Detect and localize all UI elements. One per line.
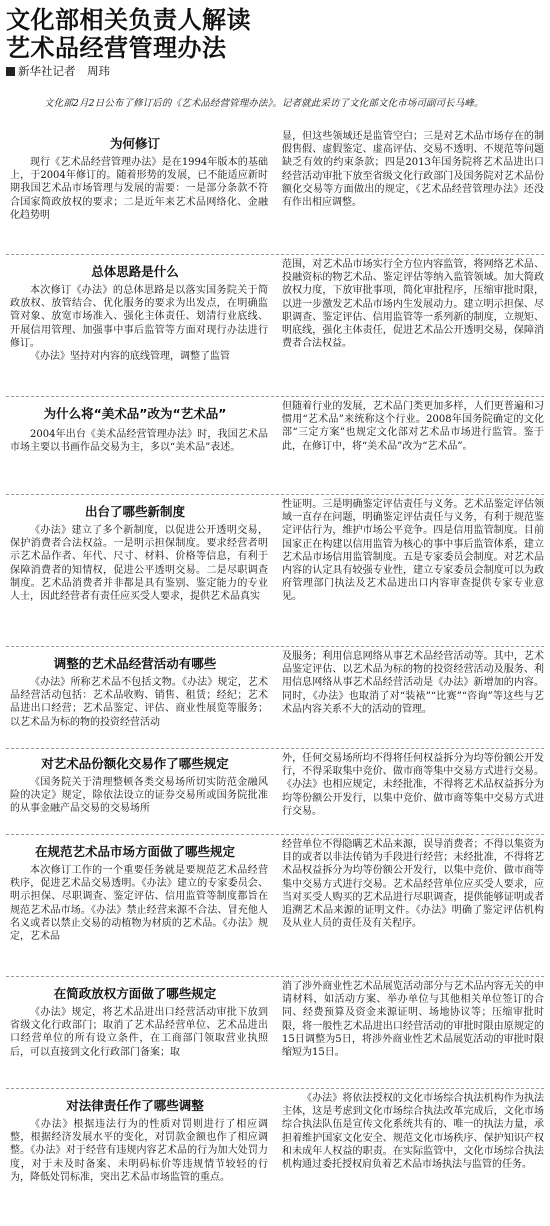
paragraph: 显，但这些领域还是监管空白；三是对艺术品市场存在的制假售假、虚假鉴定、虚高评估、交易不透明、不规范等问题缺乏有效的约束条款；四是2013年国务院将艺术品进出口经营活动审批下放至省级文化行政部门及国务院对艺术品份额化交易等方面做出的规定，《艺术品经营管理办法》还没有作出相应调整。 xyxy=(282,131,544,209)
paragraph: 现行《艺术品经营管理办法》是在1994年版本的基础上，于2004年修订的。随着形势的发展，已不能适应新时期我国艺术品市场管理与发展的需要：一是部分条款不符合国家简政放权的要求；二是近年来艺术品网络化、金融化趋势明 xyxy=(10,157,268,221)
paragraph: 《办法》将依法授权的文化市场综合执法机构作为执法主体，这是考虑到文化市场综合执法改革完成后，文化市场综合执法队伍是宣传文化系统共有的、唯一的执法力量，承担着维护国家文化安全、规范文化市场秩序、保护知识产权和未成年人权益的职责。在实际监管中，文化市场综合执法机构通过委托授权肩负着艺术品市场执法与监管的任务。 xyxy=(282,1093,544,1171)
section-left-column xyxy=(10,428,268,488)
paragraph: 消了涉外商业性艺术品展览活动部分与艺术品内容无关的申请材料，如活动方案、举办单位与其他相关单位签订的合同、经费预算及资金来源证明、场地协议等；压缩审批时限，将一般性艺术品进出口经营活动的审批时限由原规定的15日调整为5日，将涉外商业性艺术品展览活动的审批时限缩短为15日。 xyxy=(282,981,544,1059)
paragraph: 《办法》建立了多个新制度，以促进公开透明交易，保护消费者合法权益。一是明示担保制度。要求经营者明示艺术品作者、年代、尺寸、材料、价格等信息，有利于保障消费者的知情权，促进公平透明交易。二是尽职调查制度。艺术品消费者并非都是具有鉴别、鉴定能力的专业人士，因此经营者有责任应买受人要求，提供艺术品真实 xyxy=(10,525,268,603)
title-line-1: 文化部相关负责人解读 xyxy=(6,6,251,34)
section-heading: 总体思路是什么 xyxy=(91,264,179,279)
section-why-revise xyxy=(0,130,550,258)
section-heading: 在简政放权方面做了哪些规定 xyxy=(53,986,217,1001)
section-right-column xyxy=(282,838,544,972)
byline-text: 新华社记者 周玮 xyxy=(18,64,110,78)
section-heading: 出台了哪些新制度 xyxy=(84,504,185,519)
paragraph: 《办法》根据违法行为的性质对罚则进行了相应调整，根据经济发展水平的变化，对罚款金额也作了相应调整。《办法》对于经营有违规内容艺术品的行为加大处罚力度，对于未及时备案、未明码标价等违规情节较轻的行为，降低处罚标准，突出艺术品市场监管的重点。 xyxy=(10,1119,268,1183)
section-left-column xyxy=(10,284,268,390)
section-heading: 在规范艺术品市场方面做了哪些规定 xyxy=(34,844,235,859)
section-right-column xyxy=(282,130,544,250)
section-right-column xyxy=(282,1092,544,1224)
section-left-column xyxy=(10,676,268,744)
article-title xyxy=(0,0,550,62)
section-streamlining xyxy=(0,980,550,1086)
section-art-vs-fine-art xyxy=(0,400,550,492)
paragraph: 《办法》规定，将艺术品进出口经营活动审批下放到省级文化行政部门；取消了艺术品经营单位、艺术品进出口经营单位的所有设立条件，在工商部门领取营业执照后，可以直接到文化行政部门备案；取 xyxy=(10,1007,268,1058)
paragraph: 《国务院关于清理整顿各类交易场所切实防范金融风险的决定》规定，除依法设立的证券交易所或国务院批准的从事金融产品交易的交易场所 xyxy=(10,777,268,815)
section-right-column xyxy=(282,400,544,488)
section-left-column xyxy=(10,524,268,642)
section-right-column xyxy=(282,650,544,744)
section-divider xyxy=(6,494,544,495)
paragraph: 但随着行业的发展，艺术品门类更加多样，人们更普遍和习惯用“艺术品”来统称这个行业。2008年国务院确定的文化部“三定方案”也规定文化部对艺术品市场进行监管。鉴于此，在修订中，将“美术品”改为“艺术品”。 xyxy=(282,401,544,452)
section-left-column xyxy=(10,156,268,250)
section-right-column xyxy=(282,258,544,390)
section-right-column xyxy=(282,498,544,642)
section-divider xyxy=(6,254,544,255)
section-right-column xyxy=(282,752,544,830)
paragraph: 外，任何交易场所均不得将任何权益拆分为均等份额公开发行，不得采取集中竞价、做市商等集中交易方式进行交易。《办法》也相应规定，未经批准，不得将艺术品权益拆分为均等份额公开发行，以集中竞价、做市商等集中交易方式进行交易。 xyxy=(282,753,544,817)
article-header xyxy=(0,0,550,78)
section-share-trading xyxy=(0,752,550,832)
section-divider xyxy=(6,396,544,397)
section-market-regulation xyxy=(0,838,550,974)
section-heading: 调整的艺术品经营活动有哪些 xyxy=(53,656,217,671)
paragraph: 《办法》坚持对内容的底线管理，调整了监管 xyxy=(30,351,230,363)
section-left-column xyxy=(10,1006,268,1084)
section-left-column xyxy=(10,864,268,972)
section-divider xyxy=(6,646,544,647)
section-heading: 对法律责任作了哪些调整 xyxy=(66,1098,204,1113)
section-divider xyxy=(6,834,544,835)
section-divider xyxy=(6,1088,544,1089)
paragraph: 2004年出台《美术品经营管理办法》时，我国艺术品市场主要以书画作品交易为主，多以“美术品”表述。 xyxy=(10,429,268,454)
paragraph: 性证明。三是明确鉴定评估责任与义务。艺术品鉴定评估领域一直存在问题，明确鉴定评估责任与义务，有利于规范鉴定评估行为，维护市场公平竞争。四是信用监管制度。目前国家正在构建以信用监管为核心的事中事后监管体系，建立艺术品市场信用监管制度。五是专家委员会制度。对艺术品内容的认定具有较强专业性，建立专家委员会制度可以为政府管理部门执法及艺术品进出口内容审查提供专家专业意见。 xyxy=(282,499,544,603)
title-line-2: 艺术品经营管理办法 xyxy=(6,34,227,62)
section-new-systems xyxy=(0,498,550,644)
byline xyxy=(0,62,550,78)
section-overall-approach xyxy=(0,258,550,394)
paragraph: 经营单位不得隐瞒艺术品来源，误导消费者；不得以集资为目的或者以非法传销为手段进行经营；未经批准，不得将艺术品权益拆分为均等份额公开发行，以集中竞价、做市商等集中交易方式进行交易。艺术品经营单位应买受人要求，应当对买受人购买的艺术品进行尽职调查，提供能够证明或者追溯艺术品来源的证明文件。《办法》明确了鉴定评估机构及从业人员的责任及有关程序。 xyxy=(282,839,544,930)
section-divider xyxy=(6,748,544,749)
section-legal-liability xyxy=(0,1092,550,1226)
paragraph: 及服务；利用信息网络从事艺术品经营活动等。其中，艺术品鉴定评估、以艺术品为标的物的投资经营活动及服务、利用信息网络从事艺术品经营活动是《办法》新增加的内容。同时，《办法》也取消了对“装裱”“比赛”“咨询”等这些与艺术品内容关系不大的活动的管理。 xyxy=(282,651,544,715)
paragraph: 范围，对艺术品市场实行全方位内容监管，将网络艺术品、投融资标的物艺术品、鉴定评估等纳入监管领域。加大简政放权力度，下放审批事项，简化审批程序，压缩审批时限，以进一步激发艺术品市场内生发展动力。建立明示担保、尽职调查、鉴定评估、信用监管等一系列新的制度，立规矩、明底线，强化主体责任，促进艺术品公开透明交易，保障消费者合法权益。 xyxy=(282,259,544,350)
section-right-column xyxy=(282,980,544,1084)
section-heading: 对艺术品份额化交易作了哪些规定 xyxy=(41,756,229,771)
byline-square-icon xyxy=(6,67,15,76)
lead-paragraph: 文化部2月2日公布了修订后的《艺术品经营管理办法》。记者就此采访了文化部文化市场司副司长马峰。 xyxy=(44,98,484,109)
section-heading: 为什么将“美术品”改为“艺术品” xyxy=(43,406,227,421)
paragraph: 本次修订工作的一个重要任务就是要规范艺术品经营秩序，促进艺术品交易透明。《办法》建立的专家委员会、明示担保、尽职调查、鉴定评估、信用监管等制度都旨在规范艺术品市场。《办法》禁止经营来源不合法、冒充他人名义或者以禁止交易的动植物为材质的艺术品。《办法》规定，艺术品 xyxy=(10,865,268,943)
paragraph: 本次修订《办法》的总体思路是以落实国务院关于简政放权、放管结合、优化服务的要求为出发点，在明确监管对象、放宽市场准入、强化主体责任、划清行业底线、开展信用管理、加强事中事后监管等方面对现行办法进行修订。 xyxy=(10,285,268,349)
section-left-column xyxy=(10,776,268,830)
paragraph: 《办法》所称艺术品不包括文物。《办法》规定，艺术品经营活动包括：艺术品收购、销售、租赁；经纪；艺术品进出口经营；艺术品鉴定、评估、商业性展览等服务；以艺术品为标的物的投资经营活动 xyxy=(10,677,268,728)
section-left-column xyxy=(10,1118,268,1224)
section-regulated-activities xyxy=(0,650,550,746)
section-heading: 为何修订 xyxy=(109,136,160,151)
section-divider xyxy=(6,976,544,977)
